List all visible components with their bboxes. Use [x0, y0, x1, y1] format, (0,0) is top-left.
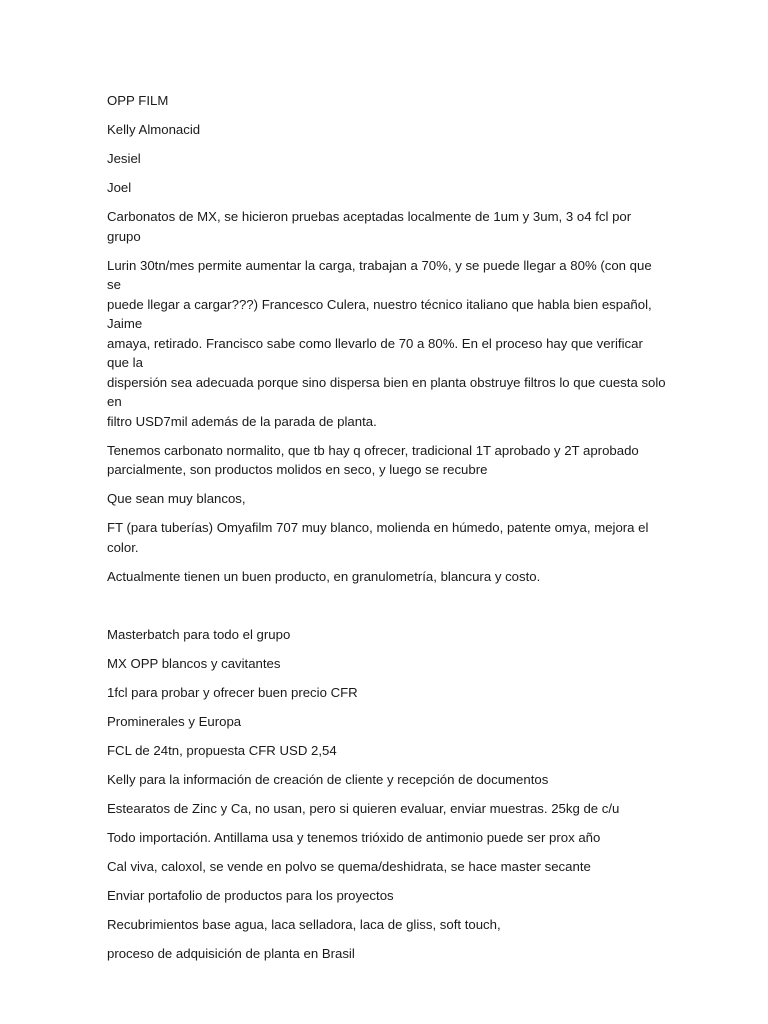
attendee-name: Kelly Almonacid — [107, 122, 201, 137]
document-body — [107, 91, 667, 973]
note-paragraph: Que sean muy blancos, — [107, 491, 246, 506]
section-gap — [107, 596, 667, 625]
note-paragraph: Enviar portafolio de productos para los proyectos — [107, 887, 394, 903]
note-paragraph: proceso de adquisición de planta en Brasil — [107, 945, 355, 961]
note-paragraph: Lurin 30tn/mes permite aumentar la carga, trabajan a 70%, y se puede llegar a 80% (con que se puede llegar a cargar???) Francesco Culera, nuestro técnico italiano que habla bien español, Jaime amaya, retirado. Francisco sabe como llevarlo de 70 a 80%. En el proceso hay que verificar que la dispersión sea adecuada porque sino dispersa bien en planta obstruye filtros lo que cuesta solo en filtro USD7mil además de la parada de planta. — [107, 257, 666, 429]
note-paragraph: MX OPP blancos y cavitantes — [107, 655, 281, 671]
note-paragraph: Estearatos de Zinc y Ca, no usan, pero si quieren evaluar, enviar muestras. 25kg de c/u — [107, 800, 620, 816]
note-paragraph: Kelly para la información de creación de cliente y recepción de documentos — [107, 771, 549, 787]
note-paragraph: Prominerales y Europa — [107, 713, 242, 729]
note-paragraph: 1fcl para probar y ofrecer buen precio CFR — [107, 684, 358, 700]
note-paragraph: Actualmente tienen un buen producto, en granulometría, blancura y costo. — [107, 568, 541, 584]
attendee-name: Jesiel — [107, 151, 141, 166]
note-paragraph: FCL de 24tn, propuesta CFR USD 2,54 — [107, 742, 337, 758]
doc-title: OPP FILM — [107, 93, 169, 108]
attendee-name: Joel — [107, 180, 132, 195]
note-paragraph: Todo importación. Antillama usa y tenemos trióxido de antimonio puede ser prox año — [107, 829, 601, 845]
note-paragraph: Tenemos carbonato normalito, que tb hay q ofrecer, tradicional 1T aprobado y 2T aprobado parcialmente, son productos molidos en seco, y luego se recubre — [107, 442, 639, 477]
note-paragraph: Cal viva, caloxol, se vende en polvo se quema/deshidrata, se hace master secante — [107, 858, 591, 874]
note-paragraph: Carbonatos de MX, se hicieron pruebas aceptadas localmente de 1um y 3um, 3 o4 fcl por grupo — [107, 209, 635, 244]
note-paragraph: Masterbatch para todo el grupo — [107, 626, 291, 642]
note-paragraph: FT (para tuberías) Omyafilm 707 muy blanco, molienda en húmedo, patente omya, mejora el color. — [107, 520, 649, 555]
note-paragraph: Recubrimientos base agua, laca selladora, laca de gliss, soft touch, — [107, 916, 501, 932]
